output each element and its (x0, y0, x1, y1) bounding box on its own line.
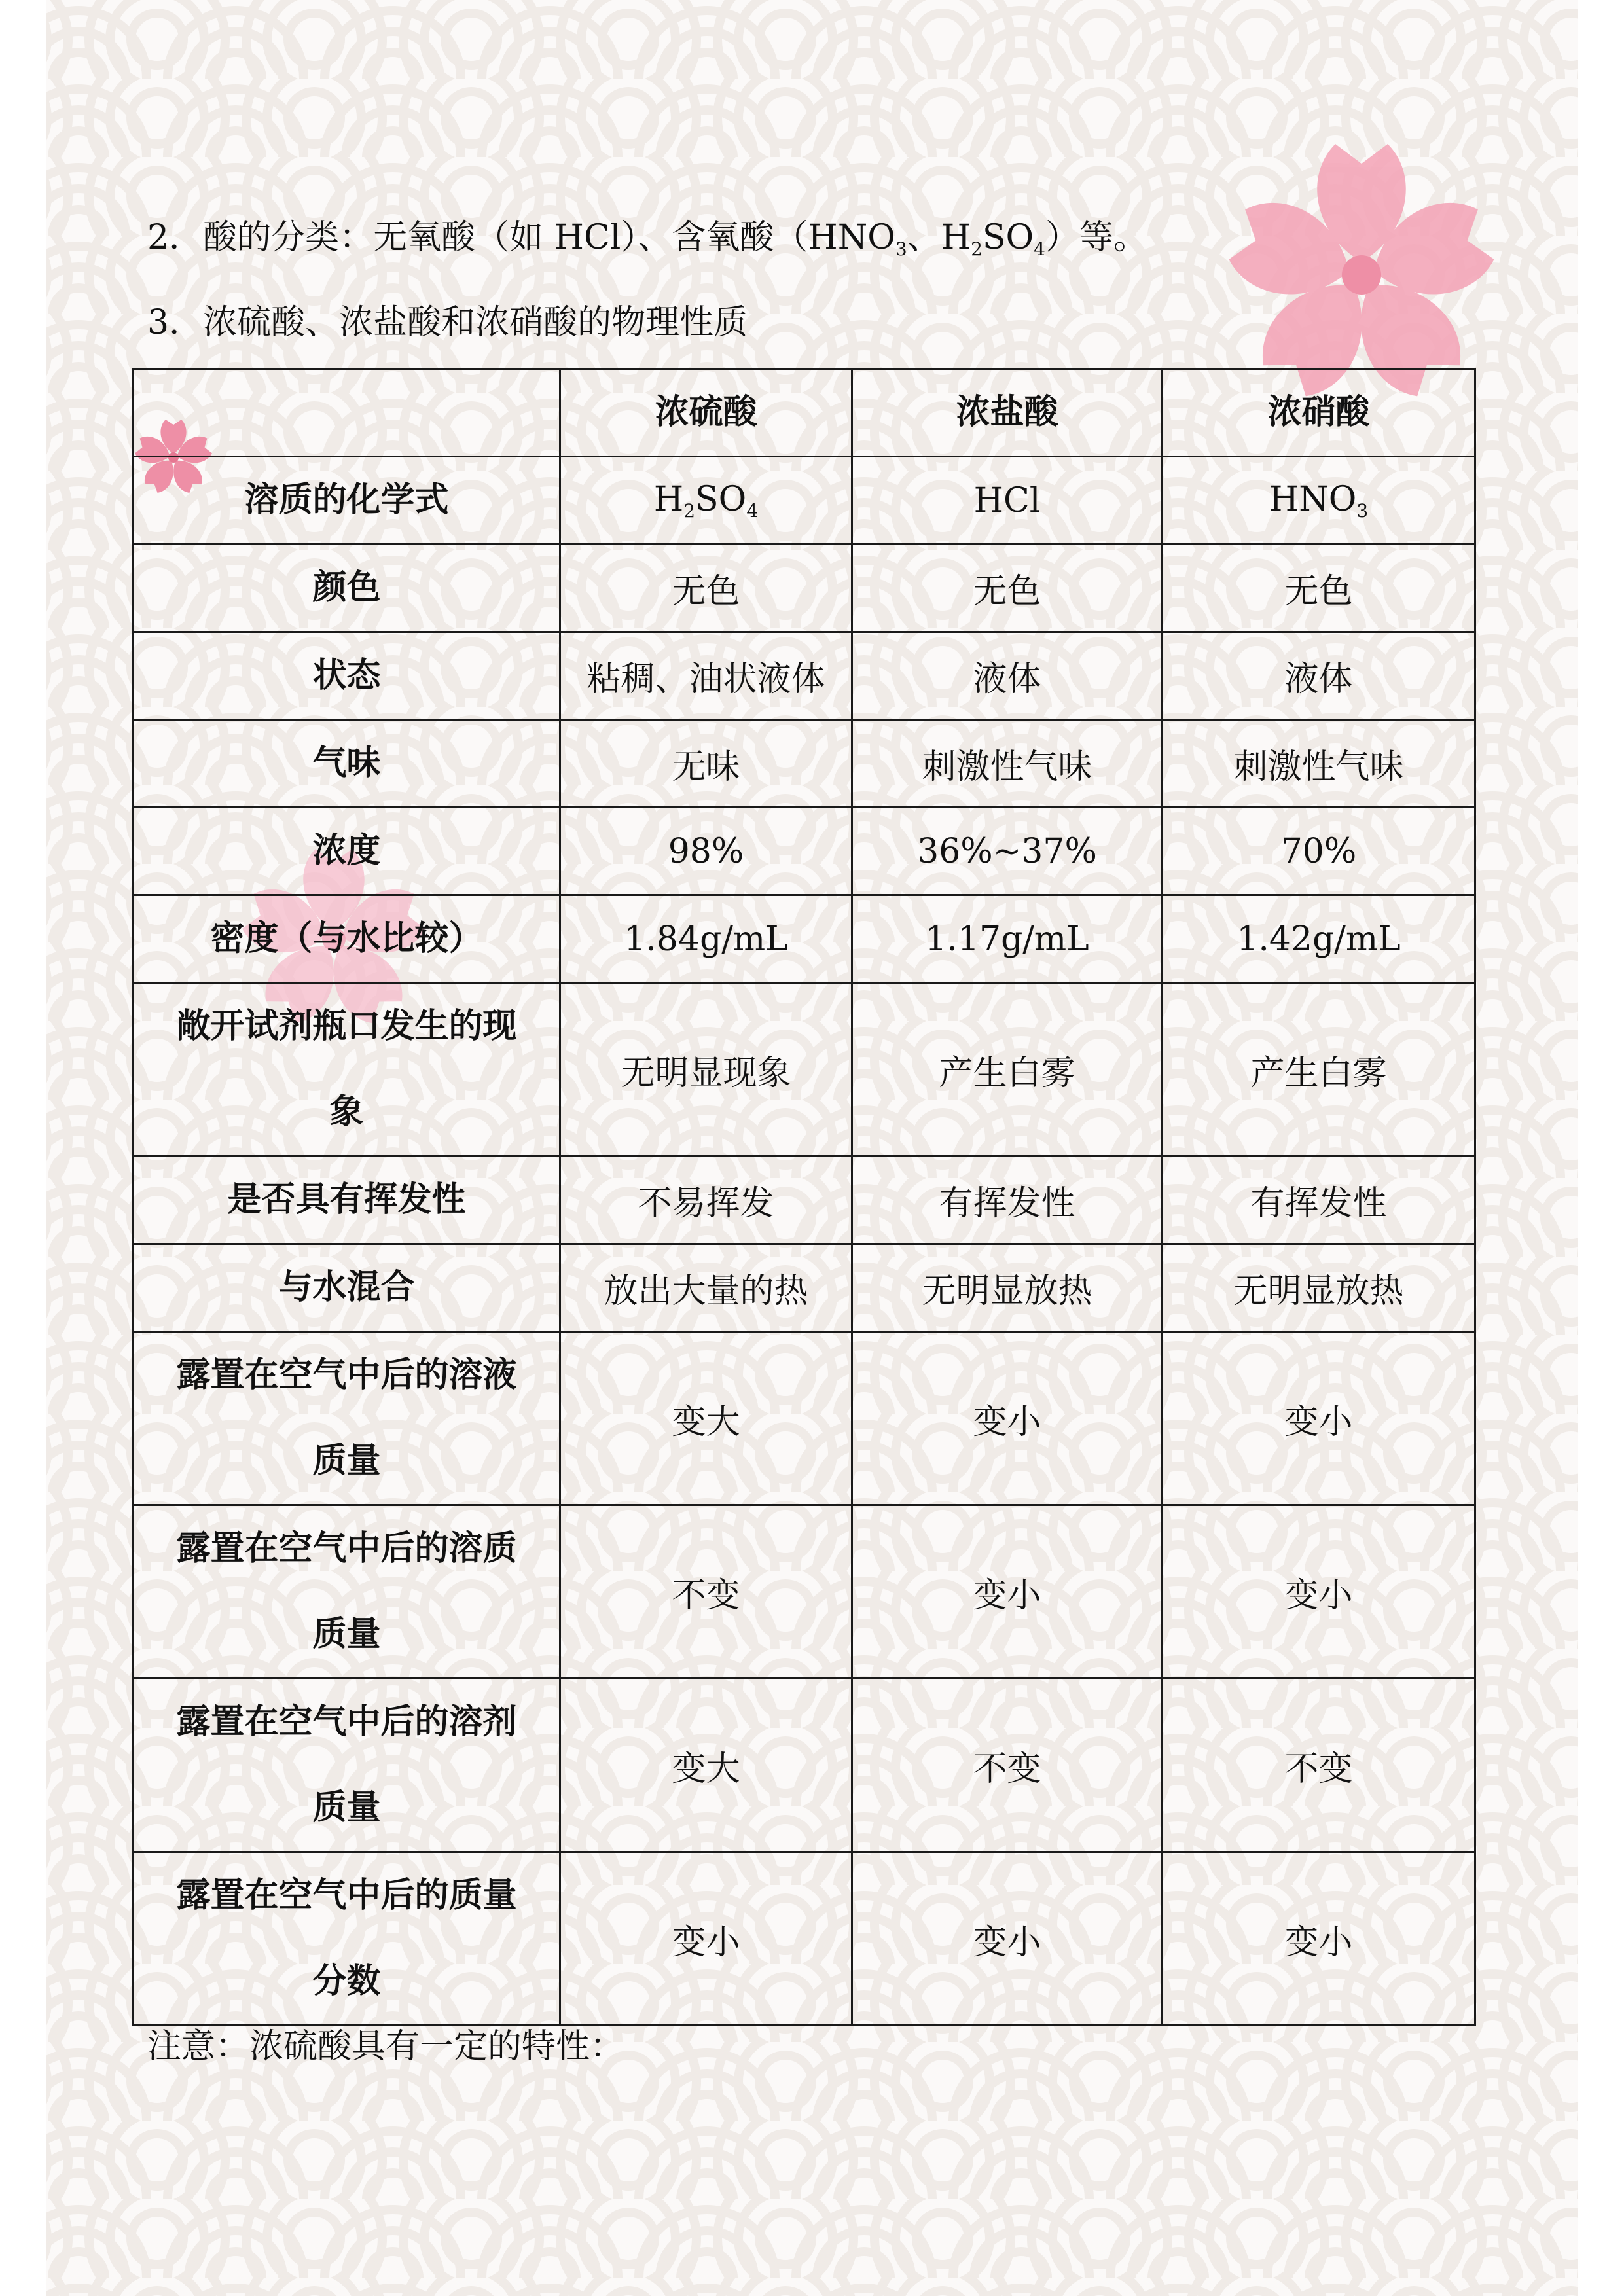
table-row (134, 808, 1475, 895)
table-cell: 产生白雾 (852, 983, 1163, 1157)
properties-heading (147, 300, 748, 346)
table-cell: 有挥发性 (1163, 1157, 1475, 1244)
table-row (134, 895, 1475, 983)
table-row (134, 457, 1475, 545)
table-cell: 刺激性气味 (1163, 720, 1475, 808)
table-cell: 无色 (1163, 545, 1475, 632)
table-cell: 产生白雾 (1163, 983, 1475, 1157)
table-cell: 不变 (852, 1679, 1163, 1852)
header-cell-empty (134, 369, 560, 457)
row-label (134, 1505, 560, 1679)
item-number: 3． (147, 303, 204, 342)
subscript: 3 (1356, 499, 1369, 522)
table-cell: 变大 (560, 1679, 852, 1852)
table-cell: 不变 (1163, 1679, 1475, 1852)
acid-properties-table (132, 368, 1476, 2026)
table-row (134, 632, 1475, 720)
row-label: 浓度 (134, 808, 560, 895)
table-cell: 1.17g/mL (852, 895, 1163, 983)
table-cell: 1.42g/mL (1163, 895, 1475, 983)
row-label: 是否具有挥发性 (134, 1157, 560, 1244)
row-label: 溶质的化学式 (134, 457, 560, 545)
label-line: 质量 (312, 1615, 381, 1654)
row-label: 气味 (134, 720, 560, 808)
subscript: 4 (1034, 238, 1045, 260)
subscript: 4 (746, 499, 759, 522)
table-row (134, 1852, 1475, 2026)
note-text: 注意：浓硫酸具有一定的特性： (147, 2027, 624, 2066)
subscript: 2 (683, 499, 696, 522)
row-label (134, 1679, 560, 1852)
formula-cell: HCl (852, 457, 1163, 545)
table-cell: 粘稠、油状液体 (560, 632, 852, 720)
text: SO (695, 479, 747, 519)
table-cell: 变小 (1163, 1852, 1475, 2026)
header-cell: 浓硝酸 (1163, 369, 1475, 457)
table-cell: 刺激性气味 (852, 720, 1163, 808)
table-row (134, 1332, 1475, 1505)
table-row (134, 983, 1475, 1157)
formula-cell (1163, 457, 1475, 545)
table-row (134, 545, 1475, 632)
row-label: 状态 (134, 632, 560, 720)
text: 酸的分类：无氧酸（如 HCl）、含氧酸（HNO (203, 218, 895, 257)
table-row (134, 1244, 1475, 1332)
table-cell: 无明显放热 (852, 1244, 1163, 1332)
table-row (134, 1679, 1475, 1852)
header-cell: 浓硫酸 (560, 369, 852, 457)
text: 、H (907, 218, 971, 257)
table-cell: 放出大量的热 (560, 1244, 852, 1332)
table-cell: 98% (560, 808, 852, 895)
table-cell: 变小 (852, 1852, 1163, 2026)
label-line: 质量 (312, 1441, 381, 1480)
table-header-row (134, 369, 1475, 457)
table-cell: 有挥发性 (852, 1157, 1163, 1244)
header-cell: 浓盐酸 (852, 369, 1163, 457)
table-cell: 变大 (560, 1332, 852, 1505)
table-row (134, 720, 1475, 808)
table-cell: 液体 (1163, 632, 1475, 720)
table-cell: 无味 (560, 720, 852, 808)
formula-cell (560, 457, 852, 545)
label-line: 露置在空气中后的质量 (176, 1876, 517, 1915)
label-line: 露置在空气中后的溶剂 (176, 1702, 517, 1742)
text: H (653, 479, 684, 519)
text: ）等。 (1045, 218, 1147, 257)
item-number: 2． (147, 218, 204, 257)
row-label (134, 1852, 560, 2026)
table-cell: 无色 (852, 545, 1163, 632)
row-label: 密度（与水比较） (134, 895, 560, 983)
table-cell: 变小 (1163, 1505, 1475, 1679)
row-label: 与水混合 (134, 1244, 560, 1332)
row-label (134, 983, 560, 1157)
table-row (134, 1505, 1475, 1679)
table-cell: 不变 (560, 1505, 852, 1679)
table-cell: 70% (1163, 808, 1475, 895)
table-cell: 无明显放热 (1163, 1244, 1475, 1332)
row-label (134, 1332, 560, 1505)
table-cell: 变小 (1163, 1332, 1475, 1505)
label-line: 质量 (312, 1788, 381, 1827)
table-cell: 变小 (852, 1332, 1163, 1505)
classification-heading (147, 215, 1147, 272)
label-line: 露置在空气中后的溶质 (176, 1529, 517, 1568)
text: 浓硫酸、浓盐酸和浓硝酸的物理性质 (203, 303, 748, 342)
subscript: 3 (895, 238, 907, 260)
label-line: 露置在空气中后的溶液 (176, 1355, 517, 1395)
row-label: 颜色 (134, 545, 560, 632)
table-cell: 1.84g/mL (560, 895, 852, 983)
label-line: 分数 (312, 1962, 381, 2001)
label-line: 象 (329, 1092, 364, 1132)
table-cell: 36%~37% (852, 808, 1163, 895)
table-cell: 变小 (560, 1852, 852, 2026)
text: HNO (1269, 479, 1357, 519)
text: SO (982, 218, 1034, 257)
subscript: 2 (971, 238, 983, 260)
table-row (134, 1157, 1475, 1244)
table-cell: 液体 (852, 632, 1163, 720)
table-cell: 无明显现象 (560, 983, 852, 1157)
table-cell: 无色 (560, 545, 852, 632)
table-cell: 变小 (852, 1505, 1163, 1679)
table-cell: 不易挥发 (560, 1157, 852, 1244)
label-line: 敞开试剂瓶口发生的现 (176, 1007, 517, 1046)
